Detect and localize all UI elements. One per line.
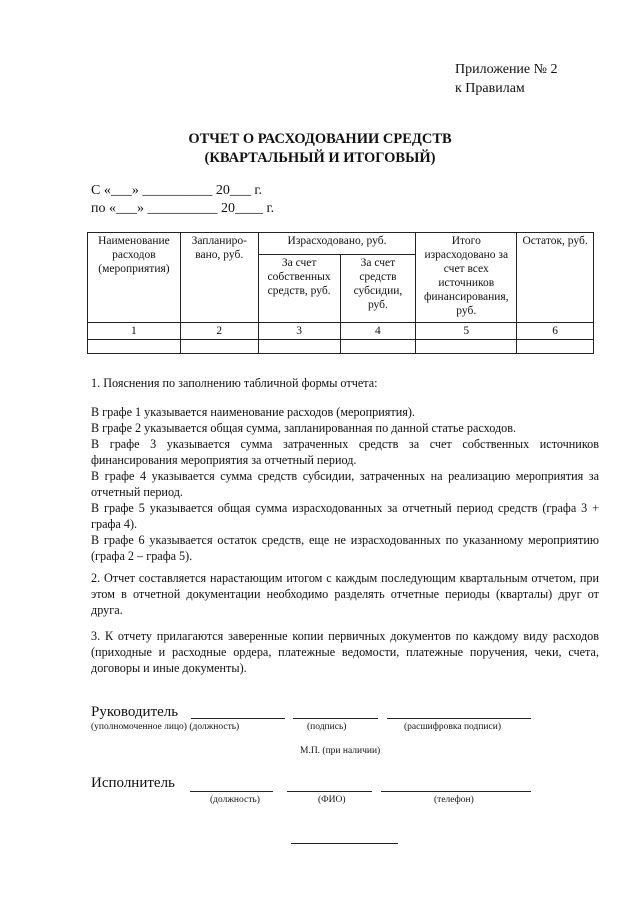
table-cell [416,340,517,354]
paragraph: В графе 4 указывается сумма средств субсидии, затраченных на реализацию мероприятия за отчетный период. [91,469,599,499]
header-balance: Остаток, руб. [517,233,594,323]
head-position-line [191,718,285,719]
head-caption-name: (расшифровка подписи) [404,722,501,732]
appendix-line-2: к Правилам [455,81,525,96]
exec-caption-phone: (телефон) [434,795,474,805]
report-title: ОТЧЕТ О РАСХОДОВАНИИ СРЕДСТВ [188,131,452,147]
head-label: Руководитель [91,704,179,720]
appendix-line-1: Приложение № 2 [455,62,558,77]
header-name: Наименование расходов (мероприятия) [88,233,181,323]
section-1-body [91,404,599,564]
col-number: 6 [517,323,594,340]
header-planned: Запланиро-вано, руб. [180,233,258,323]
section-2: 2. Отчет составляется нарастающим итогом с каждым последующим квартальным отчетом, при этом в отчетной документации необходимо разделять отчетные периоды (кварталы) друг от друга. [91,571,599,617]
executor-label: Исполнитель [91,775,175,791]
table-cell [340,340,416,354]
paragraph: В графе 1 указывается наименование расходов (мероприятия). [91,405,415,419]
period-to: по «___» __________ 20____ г. [91,201,275,216]
head-signature-line [293,718,378,719]
col-number: 1 [88,323,181,340]
section-3: 3. К отчету прилагаются заверенные копии первичных документов по каждому виду расходов (приходные и расходные ордера, платежные ведомости, платежные поручения, чеки, счета, договоры и иные документы). [91,629,599,675]
paragraph: В графе 6 указывается остаток средств, еще не израсходованных по указанному мероприятию (графа 2 – графа 5). [91,533,599,563]
paragraph: В графе 5 указывается общая сумма израсходованных за отчетный период средств (графа 3 + графа 4). [91,501,599,531]
col-number: 3 [258,323,340,340]
paragraph: В графе 2 указывается общая сумма, запланированная по данной статье расходов. [91,421,517,435]
exec-caption-position: (должность) [210,795,260,805]
head-name-line [387,718,531,719]
table-row [88,323,594,340]
paragraph: В графе 3 указывается сумма затраченных средств за счет собственных источников финансирования мероприятия за отчетный период. [91,437,599,467]
closing-rule [291,843,398,844]
exec-phone-line [381,791,531,792]
head-caption-signature: (подпись) [307,722,347,732]
table-cell [517,340,594,354]
appendix-note [455,60,558,98]
section-1-heading: 1. Пояснения по заполнению табличной формы отчета: [91,376,378,390]
table-cell [180,340,258,354]
header-own: За счет собственных средств, руб. [258,255,340,323]
table-cell [88,340,181,354]
exec-caption-name: (ФИО) [318,795,346,805]
col-number: 2 [180,323,258,340]
col-number: 4 [340,323,416,340]
header-spent: Израсходовано, руб. [258,233,416,255]
exec-position-line [190,791,273,792]
report-subtitle: (КВАРТАЛЬНЫЙ И ИТОГОВЫЙ) [204,150,436,166]
head-caption-position: (уполномоченное лицо) (должность) [91,722,240,732]
header-subsidy: За счет средств субсидии, руб. [340,255,416,323]
period-from: С «___» __________ 20___ г. [91,183,263,198]
table-cell [258,340,340,354]
report-table [87,232,594,354]
table-row [88,340,594,354]
seal-note: М.П. (при наличии) [300,746,381,756]
header-total: Итого израсходовано за счет всех источников финансирования, руб. [416,233,517,323]
exec-name-line [287,791,372,792]
col-number: 5 [416,323,517,340]
